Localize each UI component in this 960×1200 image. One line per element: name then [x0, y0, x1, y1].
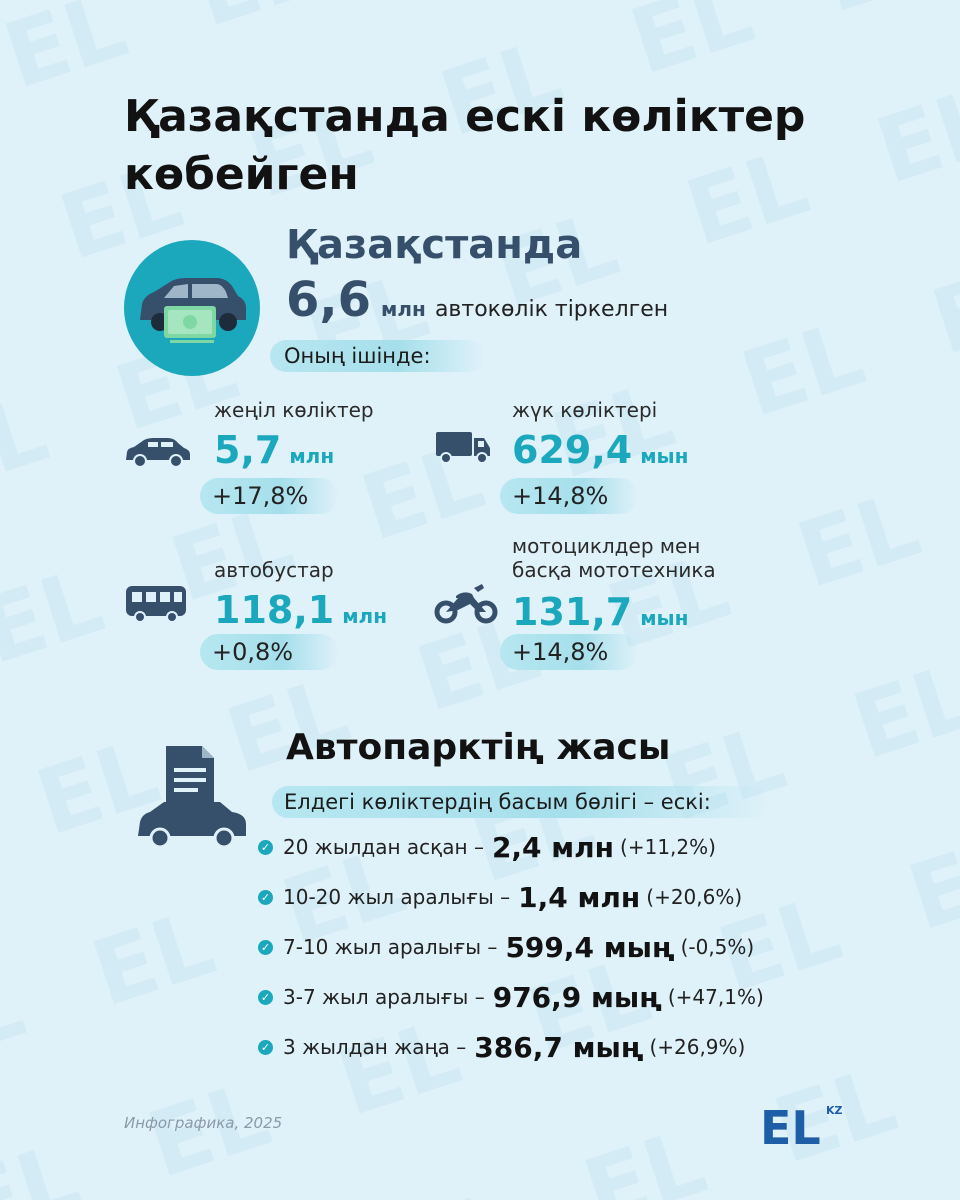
stat-unit-motorcycles: мын: [640, 606, 689, 630]
hero-text: автокөлік тіркелген: [434, 297, 669, 322]
stat-value-buses: [214, 588, 387, 638]
check-icon: ✓: [258, 1040, 273, 1055]
stat-number-motorcycles: 131,7: [512, 590, 633, 634]
age-change: (+11,2%): [620, 835, 716, 859]
list-item: [258, 1022, 764, 1072]
stat-change-motorcycles: +14,8%: [500, 634, 638, 670]
age-value: 2,4 млн: [491, 830, 615, 864]
page-title: Қазақстанда ескі көліктер көбейген: [124, 91, 806, 200]
stat-value-cars: [214, 428, 334, 478]
check-icon: ✓: [258, 940, 273, 955]
stat-unit-buses: млн: [342, 604, 388, 628]
stat-change-buses: +0,8%: [200, 634, 338, 670]
logo-sub: KZ: [826, 1104, 843, 1117]
age-value: 1,4 млн: [518, 880, 641, 914]
age-change: (+47,1%): [667, 985, 764, 1009]
age-label: 10-20 жыл аралығы –: [283, 885, 511, 909]
stat-label-trucks: жүк көліктері: [512, 398, 658, 422]
bus-icon: [124, 584, 188, 624]
car-icon: [124, 436, 192, 468]
footer-caption: Инфографика, 2025: [124, 1114, 283, 1132]
stat-unit-trucks: мын: [640, 444, 689, 468]
stat-value-motorcycles: [512, 590, 688, 640]
check-icon: ✓: [258, 890, 273, 905]
stat-number-trucks: 629,4: [512, 428, 633, 472]
including-label: Оның ішінде:: [270, 340, 484, 372]
list-item: [258, 872, 764, 922]
age-label: 20 жылдан асқан –: [283, 835, 484, 859]
stat-value-trucks: [512, 428, 688, 478]
stat-number-buses: 118,1: [214, 588, 335, 632]
fleet-subtitle: Елдегі көліктердің басым бөлігі – ескі:: [272, 786, 768, 818]
age-label: 7-10 жыл аралығы –: [283, 935, 498, 959]
hero-value: 6,6: [286, 272, 372, 328]
age-value: 976,9 мың: [492, 980, 662, 1014]
motorcycle-icon: [434, 580, 498, 624]
stat-label-motorcycles-line2: басқа мототехника: [512, 558, 716, 582]
fleet-title: Автопарктің жасы: [286, 727, 671, 768]
age-label: 3 жылдан жаңа –: [283, 1035, 467, 1059]
hero-total: [286, 272, 668, 339]
stat-unit-cars: млн: [289, 444, 335, 468]
age-change: (+20,6%): [646, 885, 743, 909]
logo-main: EL: [760, 1101, 821, 1150]
age-value: 386,7 мың: [474, 1030, 644, 1064]
stat-change-cars: +17,8%: [200, 478, 338, 514]
truck-icon: [434, 430, 492, 466]
stat-label-motorcycles-line1: мотоциклдер мен: [512, 534, 701, 558]
stat-number-cars: 5,7: [214, 428, 282, 472]
stat-label-buses: автобустар: [214, 558, 334, 582]
stat-label-cars: жеңіл көліктер: [214, 398, 374, 422]
hero-country: Қазақстанда: [286, 222, 583, 268]
fleet-age-list: [258, 822, 764, 1072]
list-item: [258, 922, 764, 972]
list-item: [258, 972, 764, 1022]
age-change: (-0,5%): [680, 935, 755, 959]
car-money-icon: [124, 240, 260, 376]
car-document-icon: [134, 744, 250, 854]
age-change: (+26,9%): [649, 1035, 746, 1059]
list-item: [258, 822, 764, 872]
hero-unit: млн: [381, 297, 426, 321]
el-logo: [760, 1100, 850, 1150]
stat-change-trucks: +14,8%: [500, 478, 638, 514]
age-label: 3-7 жыл аралығы –: [283, 985, 485, 1009]
age-value: 599,4 мың: [505, 930, 675, 964]
stat-label-motorcycles: [512, 534, 716, 582]
check-icon: ✓: [258, 990, 273, 1005]
check-icon: ✓: [258, 840, 273, 855]
